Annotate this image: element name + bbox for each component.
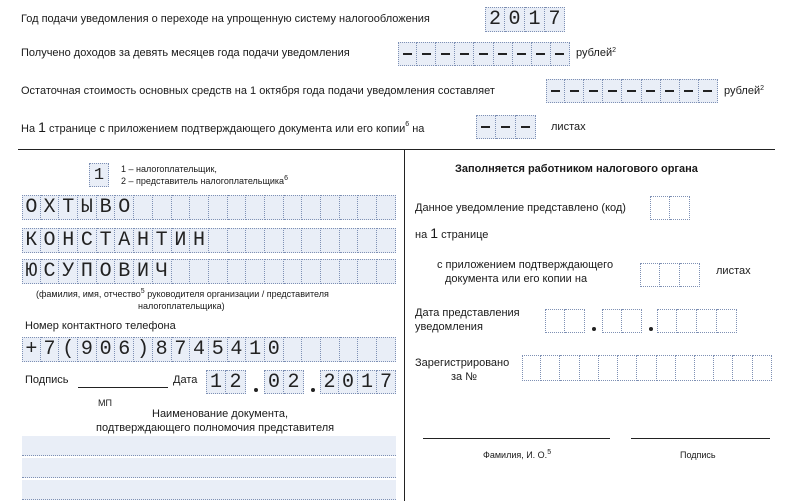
- char-cell: [209, 259, 228, 284]
- char-cell: 2: [320, 370, 339, 394]
- char-cell: 0: [264, 370, 284, 394]
- char-cell: [172, 259, 191, 284]
- submission-year-field[interactable]: [657, 309, 737, 333]
- char-cell: [246, 228, 265, 253]
- submission-day-field[interactable]: [545, 309, 585, 333]
- char-cell: [753, 355, 772, 381]
- name-field[interactable]: [22, 228, 396, 253]
- assets-label: Остаточная стоимость основных средств на 1 октября года подачи уведомления составляет: [21, 85, 495, 97]
- submission-month-field[interactable]: [602, 309, 642, 333]
- doc-name-field[interactable]: [22, 458, 396, 478]
- year-label: Год подачи уведомления о переходе на упрощенную систему налогообложения: [21, 13, 430, 25]
- registration-label-2: за №: [451, 371, 478, 383]
- phone-field[interactable]: [22, 337, 396, 362]
- char-cell: 1: [89, 163, 109, 187]
- char-cell: [640, 263, 660, 287]
- char-cell: 0: [505, 7, 525, 32]
- char-cell: [190, 195, 209, 220]
- char-cell: [321, 259, 340, 284]
- char-cell: ): [134, 337, 153, 362]
- char-cell: (: [59, 337, 78, 362]
- char-cell: 9: [78, 337, 97, 362]
- char-cell: Ю: [22, 259, 41, 284]
- char-cell: В: [115, 259, 134, 284]
- income-field[interactable]: [398, 42, 570, 66]
- char-cell: [584, 79, 603, 103]
- office-fio-caption: Фамилия, И. О.$^5$: [483, 449, 552, 460]
- attach-pages-unit: листах: [551, 121, 586, 133]
- char-cell: [717, 309, 737, 333]
- char-cell: [398, 42, 417, 66]
- char-cell: [209, 228, 228, 253]
- char-cell: [172, 195, 191, 220]
- char-cell: [246, 259, 265, 284]
- date-label: Дата: [173, 374, 198, 386]
- signature-label: Подпись: [25, 374, 69, 386]
- char-cell: [436, 42, 455, 66]
- attach-pages-label: На 1 странице с приложением подтверждающего документа или его копии$^6$ на: [21, 119, 425, 135]
- char-cell: [733, 355, 752, 381]
- char-cell: [209, 195, 228, 220]
- char-cell: 1: [525, 7, 545, 32]
- char-cell: Х: [41, 195, 60, 220]
- char-cell: [714, 355, 733, 381]
- registration-number-field[interactable]: [522, 355, 772, 381]
- char-cell: [676, 355, 695, 381]
- char-cell: [474, 42, 493, 66]
- char-cell: [321, 337, 340, 362]
- office-signature-line[interactable]: [631, 438, 770, 439]
- char-cell: [377, 228, 396, 253]
- signer-option-2: 2 – представитель налогоплательщика$^6$: [121, 175, 288, 186]
- date-separator: [254, 388, 258, 392]
- char-cell: О: [22, 195, 41, 220]
- char-cell: [599, 355, 618, 381]
- char-cell: [580, 355, 599, 381]
- char-cell: [228, 195, 247, 220]
- char-cell: [522, 355, 541, 381]
- char-cell: [565, 79, 584, 103]
- char-cell: 2: [226, 370, 246, 394]
- section-divider: [18, 149, 775, 150]
- fio-caption-line-2: налогоплательщика): [138, 301, 225, 311]
- char-cell: [618, 355, 637, 381]
- patronymic-field[interactable]: [22, 259, 396, 284]
- date-month-field[interactable]: [264, 370, 304, 394]
- char-cell: А: [115, 228, 134, 253]
- char-cell: [695, 355, 714, 381]
- char-cell: У: [59, 259, 78, 284]
- attach-pages-field[interactable]: [476, 115, 536, 139]
- char-cell: [657, 355, 676, 381]
- date-separator: [592, 327, 596, 331]
- assets-field[interactable]: [546, 79, 718, 103]
- char-cell: [358, 259, 377, 284]
- date-day-field[interactable]: [206, 370, 246, 394]
- char-cell: Н: [134, 228, 153, 253]
- char-cell: 7: [41, 337, 60, 362]
- char-cell: [496, 115, 516, 139]
- char-cell: Т: [59, 195, 78, 220]
- char-cell: 2: [284, 370, 304, 394]
- char-cell: [265, 195, 284, 220]
- char-cell: [622, 309, 642, 333]
- char-cell: [321, 228, 340, 253]
- char-cell: [377, 259, 396, 284]
- char-cell: [134, 195, 153, 220]
- signature-line[interactable]: [78, 387, 168, 388]
- office-pages-label: на 1 странице: [415, 225, 489, 241]
- office-signature-caption: Подпись: [680, 450, 716, 460]
- char-cell: [677, 309, 697, 333]
- char-cell: 8: [153, 337, 172, 362]
- char-cell: [476, 115, 496, 139]
- char-cell: [532, 42, 551, 66]
- char-cell: [377, 195, 396, 220]
- char-cell: К: [22, 228, 41, 253]
- income-label: Получено доходов за девять месяцев года подачи уведомления: [21, 47, 350, 59]
- char-cell: 1: [206, 370, 226, 394]
- char-cell: [545, 309, 565, 333]
- char-cell: 5: [209, 337, 228, 362]
- char-cell: Н: [59, 228, 78, 253]
- char-cell: [541, 355, 560, 381]
- date-separator: [649, 327, 653, 331]
- char-cell: 7: [172, 337, 191, 362]
- char-cell: Т: [153, 228, 172, 253]
- char-cell: И: [172, 228, 191, 253]
- char-cell: В: [97, 195, 116, 220]
- submission-code-field[interactable]: [650, 196, 690, 220]
- doc-name-field[interactable]: [22, 480, 396, 500]
- char-cell: [697, 309, 717, 333]
- char-cell: [660, 263, 680, 287]
- char-cell: [340, 259, 359, 284]
- char-cell: [284, 195, 303, 220]
- char-cell: Ч: [153, 259, 172, 284]
- char-cell: [190, 259, 209, 284]
- char-cell: [455, 42, 474, 66]
- char-cell: Ы: [78, 195, 97, 220]
- char-cell: [637, 355, 656, 381]
- signer-code-field[interactable]: [89, 163, 109, 187]
- office-attach-label-2: документа или его копии на: [445, 273, 588, 285]
- char-cell: [650, 196, 670, 220]
- char-cell: [340, 337, 359, 362]
- char-cell: [622, 79, 641, 103]
- char-cell: [494, 42, 513, 66]
- char-cell: П: [78, 259, 97, 284]
- char-cell: [302, 228, 321, 253]
- char-cell: 0: [339, 370, 358, 394]
- char-cell: [284, 259, 303, 284]
- char-cell: [153, 195, 172, 220]
- char-cell: 6: [115, 337, 134, 362]
- char-cell: [603, 79, 622, 103]
- date-separator: [311, 388, 315, 392]
- char-cell: [680, 263, 700, 287]
- char-cell: [302, 195, 321, 220]
- char-cell: [284, 337, 303, 362]
- char-cell: [321, 195, 340, 220]
- char-cell: [657, 309, 677, 333]
- office-attach-unit: листах: [716, 265, 751, 277]
- char-cell: [551, 42, 570, 66]
- char-cell: О: [41, 228, 60, 253]
- char-cell: [565, 309, 585, 333]
- char-cell: [358, 228, 377, 253]
- char-cell: [302, 259, 321, 284]
- char-cell: О: [97, 259, 116, 284]
- year-field[interactable]: [485, 7, 565, 32]
- char-cell: [246, 195, 265, 220]
- char-cell: [699, 79, 718, 103]
- surname-field[interactable]: [22, 195, 396, 220]
- char-cell: [417, 42, 436, 66]
- submission-code-label: Данное уведомление представлено (код): [415, 202, 626, 214]
- char-cell: Т: [97, 228, 116, 253]
- registration-label-1: Зарегистрировано: [415, 357, 510, 369]
- tax-office-section-title: Заполняется работником налогового органа: [455, 163, 698, 175]
- char-cell: [546, 79, 565, 103]
- char-cell: [661, 79, 680, 103]
- char-cell: 0: [97, 337, 116, 362]
- submission-date-label-1: Дата представления: [415, 307, 520, 319]
- column-divider: [404, 149, 405, 501]
- char-cell: [377, 337, 396, 362]
- fio-caption-line-1: (фамилия, имя, отчество$^5$ руководителя организации / представителя: [36, 288, 329, 299]
- char-cell: 7: [377, 370, 396, 394]
- char-cell: С: [41, 259, 60, 284]
- income-unit: рублей$^2$: [576, 47, 617, 59]
- char-cell: 4: [228, 337, 247, 362]
- date-year-field[interactable]: [320, 370, 396, 394]
- char-cell: [284, 228, 303, 253]
- char-cell: О: [115, 195, 134, 220]
- signer-option-1: 1 – налогоплательщик,: [121, 164, 217, 174]
- char-cell: И: [134, 259, 153, 284]
- char-cell: С: [78, 228, 97, 253]
- char-cell: +: [22, 337, 41, 362]
- char-cell: 0: [265, 337, 284, 362]
- char-cell: [642, 79, 661, 103]
- phone-label: Номер контактного телефона: [25, 320, 176, 332]
- char-cell: [228, 228, 247, 253]
- char-cell: [560, 355, 579, 381]
- char-cell: [228, 259, 247, 284]
- doc-name-field[interactable]: [22, 436, 396, 456]
- office-attach-label-1: с приложением подтверждающего: [437, 259, 614, 271]
- char-cell: 4: [190, 337, 209, 362]
- char-cell: 1: [246, 337, 265, 362]
- office-attach-pages-field[interactable]: [640, 263, 700, 287]
- char-cell: 1: [358, 370, 377, 394]
- char-cell: [302, 337, 321, 362]
- doc-label-line-2: подтверждающего полномочия представителя: [96, 422, 335, 434]
- char-cell: [670, 196, 690, 220]
- char-cell: [513, 42, 532, 66]
- char-cell: [680, 79, 699, 103]
- char-cell: Н: [190, 228, 209, 253]
- char-cell: [358, 337, 377, 362]
- char-cell: 2: [485, 7, 505, 32]
- char-cell: [516, 115, 536, 139]
- office-fio-line[interactable]: [423, 438, 610, 439]
- stamp-place-label: МП: [98, 398, 112, 408]
- char-cell: [265, 228, 284, 253]
- submission-date-label-2: уведомления: [415, 321, 483, 333]
- char-cell: [602, 309, 622, 333]
- char-cell: [265, 259, 284, 284]
- doc-label-line-1: Наименование документа,: [152, 408, 289, 420]
- char-cell: 7: [545, 7, 565, 32]
- assets-unit: рублей$^2$: [724, 85, 765, 97]
- char-cell: [340, 228, 359, 253]
- char-cell: [340, 195, 359, 220]
- char-cell: [358, 195, 377, 220]
